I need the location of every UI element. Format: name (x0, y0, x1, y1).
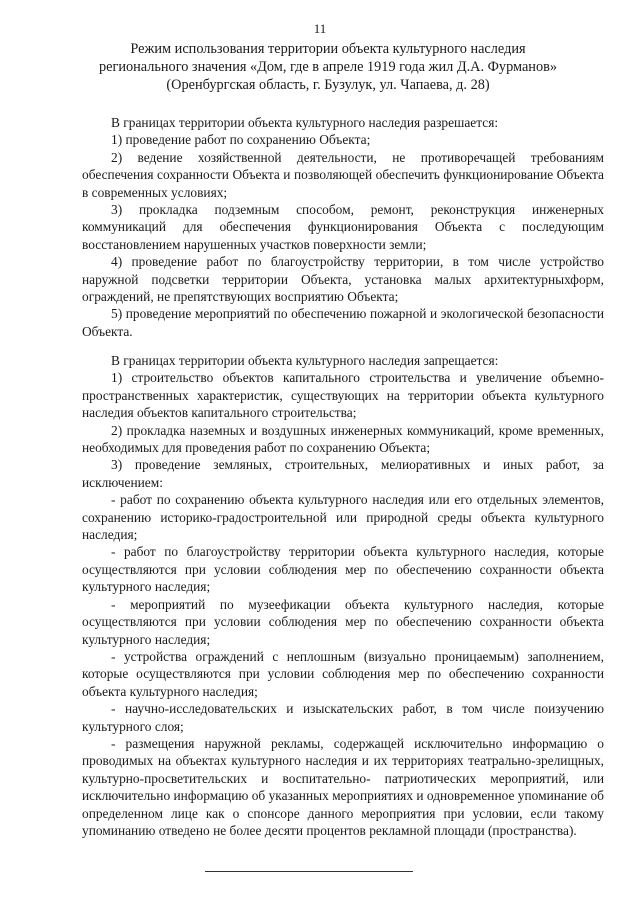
prohibited-item: 2) прокладка наземных и воздушных инженерных коммуникаций, кроме временных, необходимых для проведения работ по сохранению Объекта; (82, 422, 604, 456)
permitted-item: 2) ведение хозяйственной деятельности, не противоречащей требованиям обеспечения сохранности Объекта и позволяющей обеспечить функционирование Объекта в современных условиях; (82, 149, 604, 200)
title-line-1: Режим использования территории объекта культурного наследия (130, 41, 526, 57)
prohibited-intro: В границах территории объекта культурного наследия запрещается: (111, 353, 499, 368)
permitted-item: 5) проведение мероприятий по обеспечению пожарной и экологической безопасности Объекта. (82, 306, 604, 339)
page-number: 11 (313, 21, 327, 36)
exception-item: - работ по сохранению объекта культурного наследия или его отдельных элементов, сохранению историко-градостроительной или природной среды объекта культурного наследия; (82, 492, 604, 543)
permitted-item: 1) проведение работ по сохранению Объекта; (111, 132, 371, 148)
permitted-section (82, 114, 604, 340)
title-line-3: (Оренбургская область, г. Бузулук, ул. Чапаева, д. 28) (166, 77, 490, 93)
permitted-intro: В границах территории объекта культурного наследия разрешается: (111, 115, 499, 130)
document-title (78, 40, 578, 94)
exception-item: - мероприятий по музеефикации объекта культурного наследия, которые осуществляются при условии соблюдения мер по обеспечению сохранности объекта культурного наследия; (82, 596, 604, 647)
exception-item: - работ по благоустройству территории объекта культурного наследия, которые осуществляются при условии соблюдения мер по обеспечению сохранности объекта культурного наследия; (82, 544, 604, 595)
exception-item: - устройства ограждений с неплошным (визуально проницаемым) заполнением, которые осуществляются при условии соблюдения мер по обеспечению сохранности объекта культурного наследия; (82, 648, 604, 699)
permitted-item: 3) прокладка подземным способом, ремонт, реконструкция инженерных коммуникаций для обеспечения функционирования Объекта с последующим восстановлением нарушенных участков поверхности земли; (82, 202, 604, 252)
exception-item: - научно-исследовательских и изыскательских работ, в том числе поизучению культурного слоя; (82, 701, 604, 734)
exception-item: - размещения наружной рекламы, содержащей исключительно информацию о проводимых на объектах культурного наследия и их территориях театрально-зрелищных, культурно-просветительских и воспитательно- патриотических мероприятий, или исключительно информацию об указанных мероприятиях и одновременное упоминание об определенном лице как о спонсоре данного мероприятия при условии, если такому упоминанию отведено не более десяти процентов рекламной площади (пространства). (82, 735, 604, 838)
footer-divider (205, 871, 413, 872)
prohibited-item: 1) строительство объектов капитального строительства и увеличение объемно- пространственных характеристик, существующих на территории объекта культурного наследия объектов капитального строительства; (82, 370, 604, 421)
title-line-2: регионального значения «Дом, где в апреле 1919 года жил Д.А. Фурманов» (98, 59, 558, 75)
permitted-item: 4) проведение работ по благоустройству территории, в том числе устройство наружной подсветки территории Объекта, установка малых архитектурныхформ, ограждений, не препятствующих восприятию Объекта; (82, 254, 604, 305)
prohibited-item: 3) проведение земляных, строительных, мелиоративных и иных работ, за исключением: (82, 457, 604, 490)
prohibited-section (82, 352, 604, 839)
